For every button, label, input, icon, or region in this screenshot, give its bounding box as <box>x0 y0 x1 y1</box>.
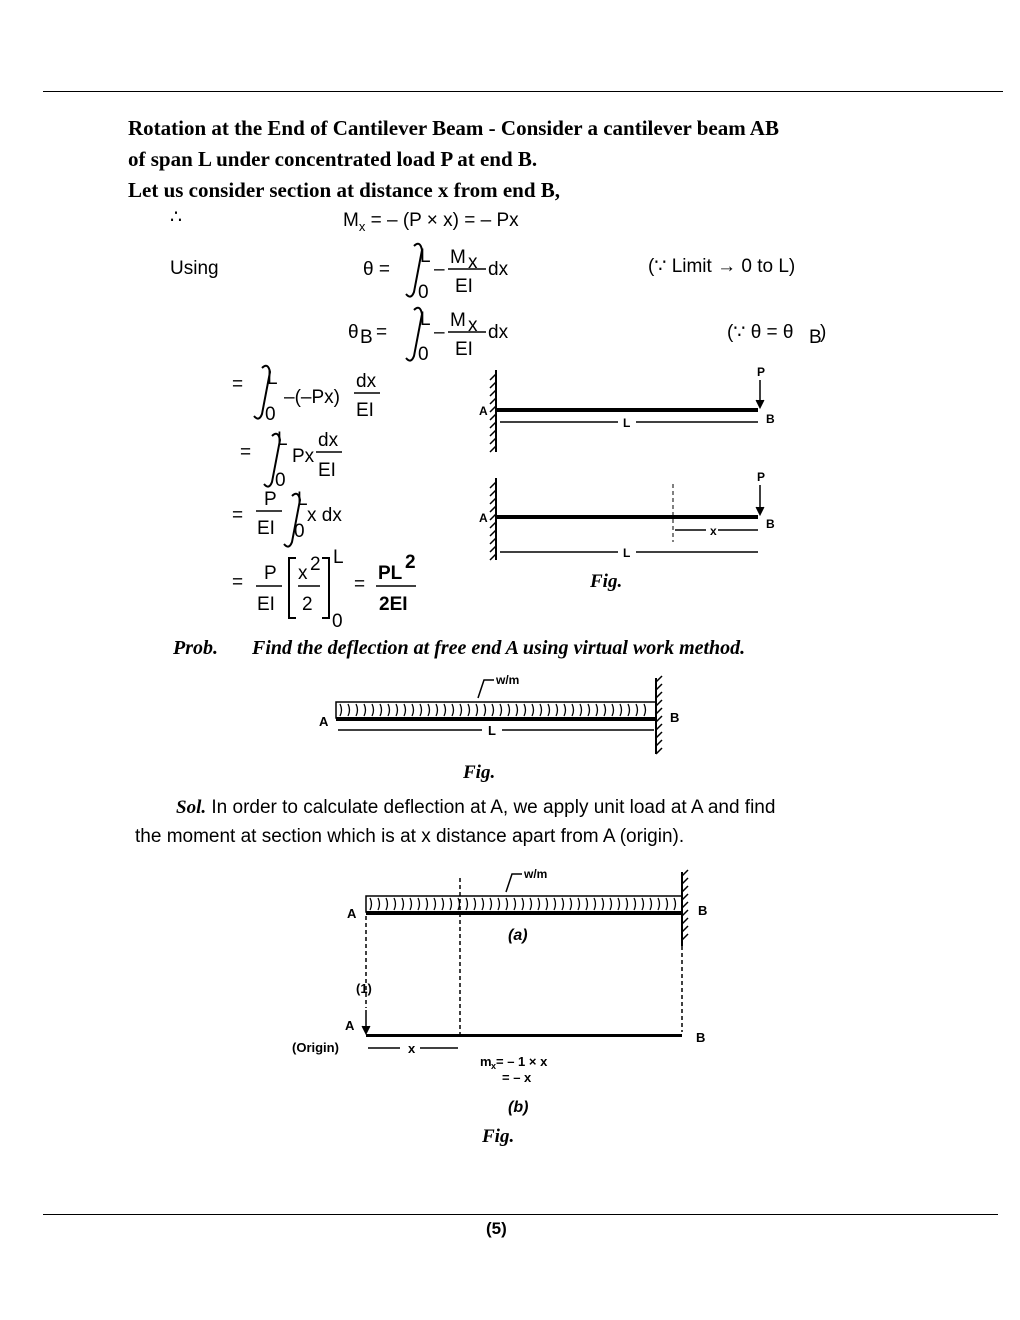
result-superscript: 2 <box>405 552 416 573</box>
solution-line-1 <box>176 797 775 819</box>
therefore-symbol: ∴ <box>170 207 183 228</box>
origin-label: (Origin) <box>292 1040 339 1055</box>
label-l: L <box>623 416 631 430</box>
upper-limit: L <box>267 368 278 389</box>
lower-limit: 0 <box>332 611 343 632</box>
result-numerator: PL <box>378 563 403 584</box>
upper-limit: L <box>420 246 431 267</box>
label-b: B <box>766 517 775 531</box>
label-l: L <box>488 723 496 738</box>
step3-numerator: P <box>264 489 277 510</box>
label-a: A <box>479 511 488 525</box>
upper-limit: L <box>420 309 431 330</box>
step4-numerator: P <box>264 563 277 584</box>
step4-inner-numerator: x <box>298 563 308 584</box>
beam <box>366 911 682 915</box>
beam <box>366 1034 682 1037</box>
label-a: A <box>319 714 329 729</box>
lower-limit: 0 <box>418 344 429 365</box>
thetab-note-close: ) <box>820 322 827 343</box>
moment-symbol: M <box>343 210 359 231</box>
fraction-denominator: EI <box>455 339 473 360</box>
page-number: (5) <box>486 1219 507 1238</box>
load-leader <box>478 680 494 698</box>
subfigure-label-b: (b) <box>508 1099 529 1116</box>
step3-denominator: EI <box>257 518 275 539</box>
step4-inner-superscript: 2 <box>310 554 321 575</box>
label-x: x <box>408 1041 416 1056</box>
left-bracket <box>289 558 296 618</box>
figure-caption: Fig. <box>463 762 496 783</box>
moment-subscript: x <box>358 218 366 234</box>
figure-caption: Fig. <box>590 571 623 592</box>
label-a: A <box>345 1018 355 1033</box>
beam <box>496 408 758 412</box>
label-a: A <box>479 404 488 418</box>
thetab-note: (∵ θ = θ <box>727 322 794 343</box>
moment-result: = – x <box>502 1070 532 1085</box>
step1-body: –(–Px) <box>284 387 340 408</box>
load-label: w/m <box>524 867 548 881</box>
lower-limit: 0 <box>418 282 429 303</box>
step4-denominator: EI <box>257 594 275 615</box>
udl-block <box>336 702 656 718</box>
virtual-work-figure <box>280 860 740 1122</box>
label-b: B <box>766 412 775 426</box>
load-hatching <box>370 898 676 910</box>
subfigure-label-a: (a) <box>508 927 528 944</box>
solution-line-2: the moment at section which is at x distance apart from A (origin). <box>135 826 685 847</box>
moment-expression: = – 1 × x <box>496 1054 548 1069</box>
upper-limit: L <box>277 429 288 450</box>
minus-sign: – <box>434 259 445 280</box>
solution-text-1: In order to calculate deflection at A, we apply unit load at A and find <box>206 797 776 818</box>
moment-subscript: x <box>491 1061 497 1071</box>
beam <box>496 515 758 519</box>
label-b: B <box>696 1030 706 1045</box>
fraction-numerator-sub: x <box>468 315 478 336</box>
label-a: A <box>347 906 357 921</box>
thetab-note-sub: B <box>809 327 822 348</box>
limit-note: (∵ Limit → 0 to L) <box>648 256 796 277</box>
upper-limit: L <box>297 489 308 510</box>
label-b: B <box>698 903 708 918</box>
moment-symbol: m <box>480 1054 492 1069</box>
thetab-lhs: θ <box>348 322 359 343</box>
intro-line-3: Let us consider section at distance x from end B, <box>128 178 561 202</box>
lower-limit: 0 <box>265 404 276 425</box>
step2-body: Px <box>292 446 315 467</box>
step4-inner-denominator: 2 <box>302 594 313 615</box>
upper-limit: L <box>333 547 344 568</box>
solution-label: Sol. <box>176 797 207 818</box>
thetab-equals: = <box>376 322 388 343</box>
udl-cantilever-figure <box>310 668 710 760</box>
theta-lhs: θ = <box>363 259 390 280</box>
cantilever-point-load-figure <box>470 360 790 600</box>
step2-numerator: dx <box>318 430 339 451</box>
label-p: P <box>757 470 766 484</box>
lower-limit: 0 <box>294 521 305 542</box>
intro-line-1: Rotation at the End of Cantilever Beam - Consider a cantilever beam AB <box>128 116 779 140</box>
bottom-rule <box>43 1214 998 1215</box>
problem-label: Prob. <box>173 637 218 659</box>
intro-line-2: of span L under concentrated load P at end B. <box>128 147 538 171</box>
thetab-lhs-sub: B <box>360 327 373 348</box>
arrow-head <box>362 1026 370 1034</box>
step1-equals: = <box>232 374 244 395</box>
step1-denominator: EI <box>356 400 374 421</box>
fraction-numerator-sub: x <box>468 252 478 273</box>
fraction-numerator: M <box>450 310 466 331</box>
label-b: B <box>670 710 680 725</box>
step3-equals: = <box>232 505 244 526</box>
label-p: P <box>757 365 766 379</box>
step1-numerator: dx <box>356 371 377 392</box>
dx-term: dx <box>488 259 509 280</box>
load-hatching <box>340 704 646 716</box>
unit-load-label: (1) <box>356 981 372 996</box>
right-bracket <box>322 558 329 618</box>
step2-denominator: EI <box>318 460 336 481</box>
figure-caption: Fig. <box>482 1126 515 1147</box>
beam <box>336 717 656 721</box>
load-label: w/m <box>496 673 520 687</box>
lower-limit: 0 <box>275 470 286 491</box>
step2-equals: = <box>240 442 252 463</box>
minus-sign: – <box>434 322 445 343</box>
problem-text: Find the deflection at free end A using virtual work method. <box>252 637 746 659</box>
step4-equals: = <box>232 572 244 593</box>
load-leader <box>506 874 522 892</box>
label-x: x <box>710 524 717 538</box>
step4-equals-2: = <box>354 574 366 595</box>
arrow-head <box>756 400 764 408</box>
step3-body: x dx <box>307 505 342 526</box>
fraction-numerator: M <box>450 247 466 268</box>
dx-term: dx <box>488 322 509 343</box>
arrow-head <box>756 507 764 515</box>
using-label: Using <box>170 258 219 279</box>
result-denominator: 2EI <box>379 594 408 615</box>
label-l: L <box>623 546 631 560</box>
fraction-denominator: EI <box>455 276 473 297</box>
moment-expression: = – (P × x) = – Px <box>370 210 519 231</box>
